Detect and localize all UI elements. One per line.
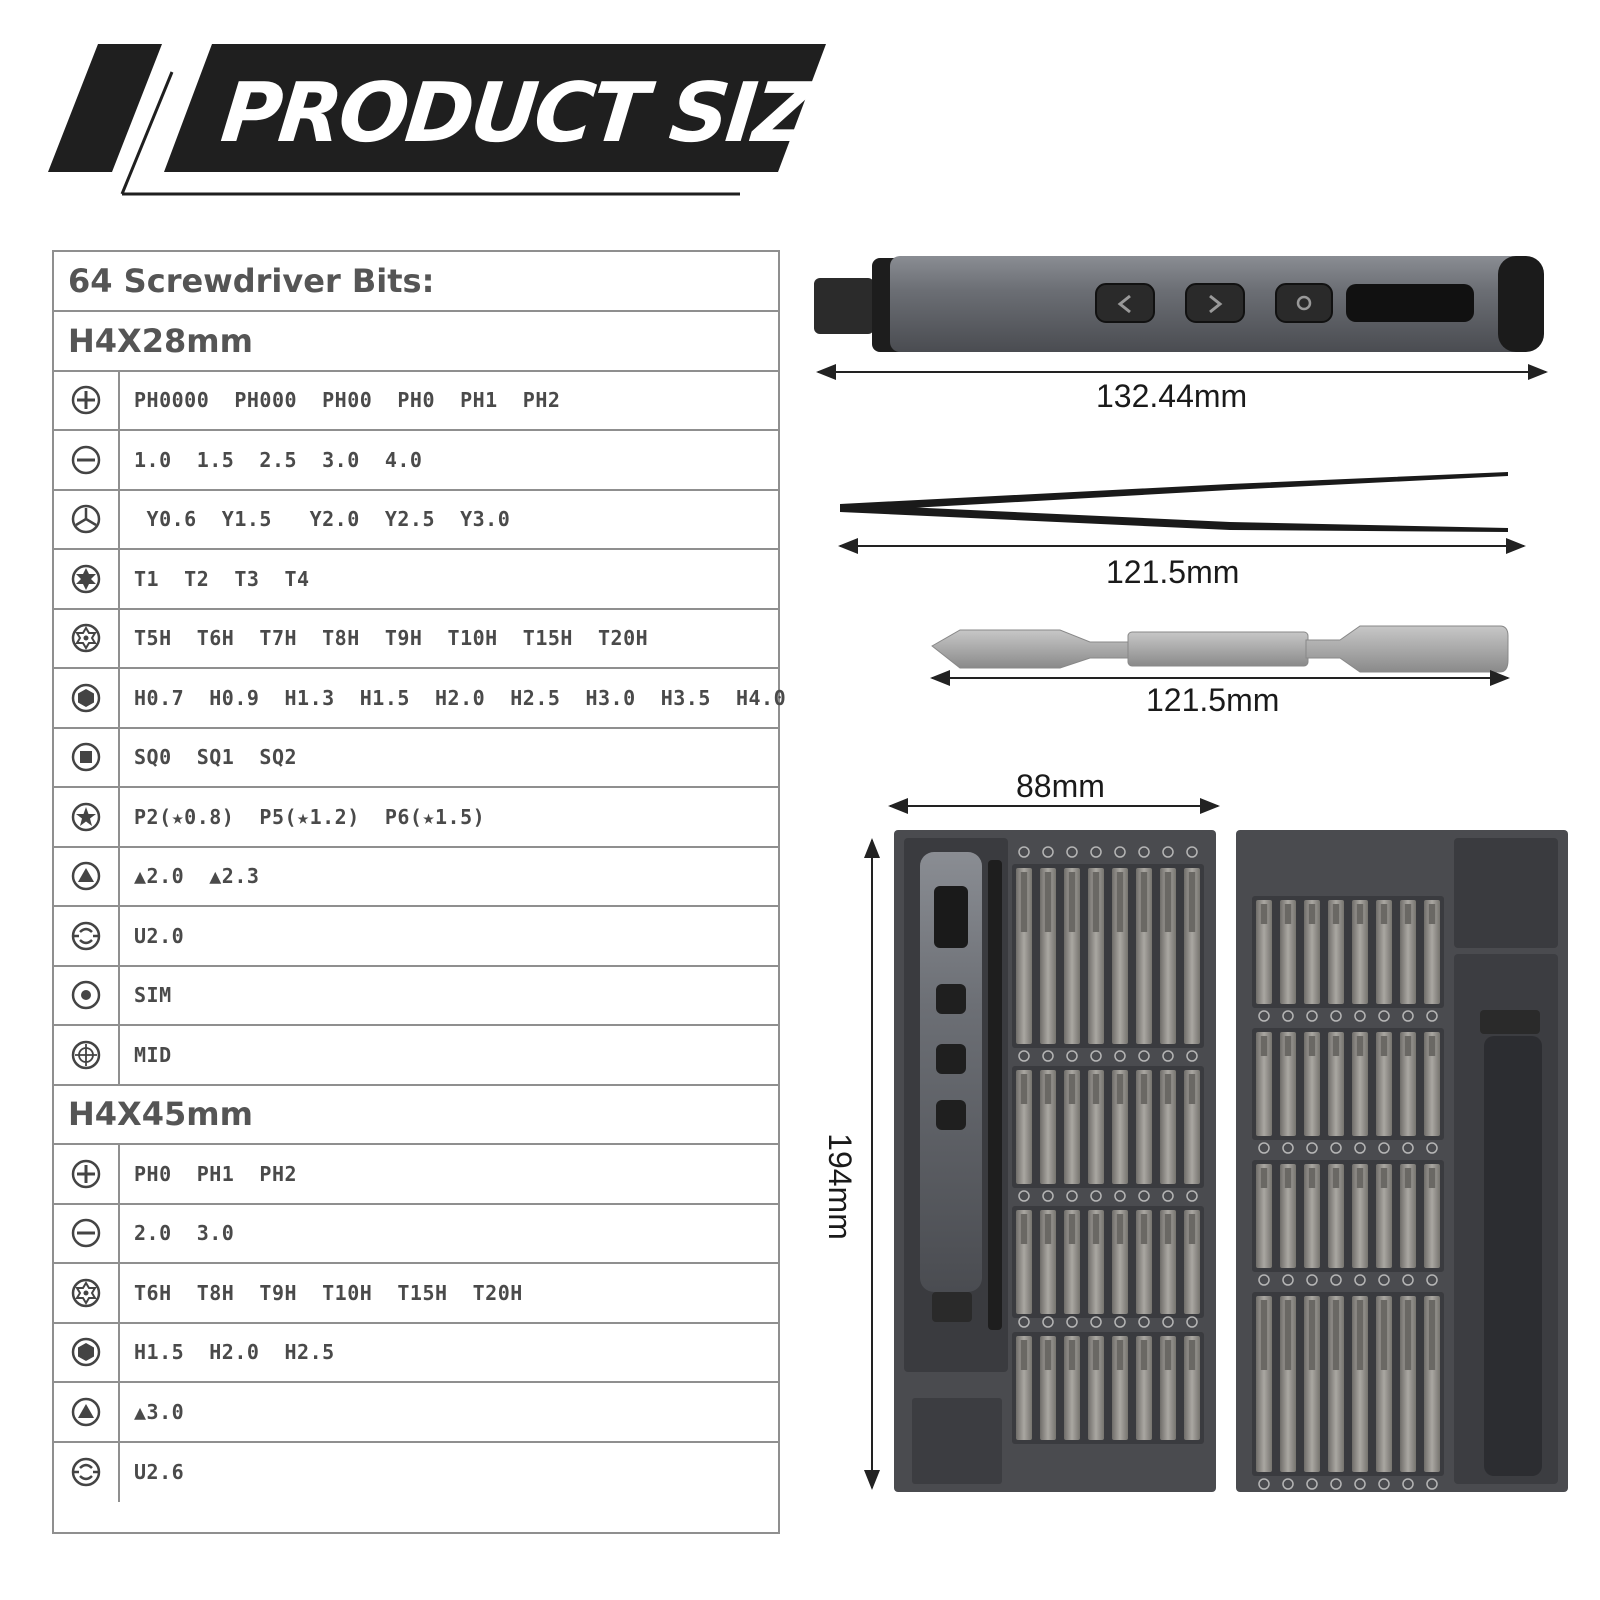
bit-tip (1021, 1340, 1027, 1370)
bit-tip (1189, 872, 1195, 932)
screwdriver-bit (1088, 868, 1104, 1044)
bit-sizes: 2.0 3.0 (134, 1221, 235, 1246)
screwdriver-bit (1376, 1296, 1392, 1472)
slot-marker (1283, 1011, 1293, 1021)
screwdriver-bit (1328, 900, 1344, 1004)
screwdriver-bit (1064, 1070, 1080, 1184)
screwdriver-bit (1352, 1164, 1368, 1268)
table-row (54, 1026, 778, 1086)
bit-tip (1429, 1168, 1435, 1188)
bit-sizes: ▲3.0 (134, 1399, 185, 1424)
screwdriver-bit (1160, 868, 1176, 1044)
table-heading (54, 252, 778, 312)
screwdriver-bit (1040, 1070, 1056, 1184)
section-heading (54, 1086, 778, 1146)
screwdriver-bit (1256, 900, 1272, 1004)
screwdriver-bit (1280, 900, 1296, 1004)
slot-marker (1355, 1011, 1365, 1021)
bit-sizes: PH0 PH1 PH2 (134, 1161, 298, 1186)
bit-tray (1012, 1332, 1204, 1444)
bit-sizes: MID (134, 1042, 172, 1067)
bit-tip (1309, 1300, 1315, 1370)
bit-tip (1117, 1074, 1123, 1104)
bit-tip (1405, 1300, 1411, 1370)
square-icon (54, 729, 120, 787)
screwdriver-length-label: 132.44mm (1096, 378, 1248, 414)
hex-icon (54, 669, 120, 727)
bit-tip (1165, 1340, 1171, 1370)
bit-tip (1381, 1300, 1387, 1370)
slot-marker (1019, 1317, 1029, 1327)
slot-marker (1379, 1143, 1389, 1153)
bit-tip (1381, 1168, 1387, 1188)
bit-sizes: 1.0 1.5 2.5 3.0 4.0 (134, 447, 423, 472)
table-row (54, 669, 787, 729)
slot-marker (1115, 1051, 1125, 1061)
bit-sizes: U2.0 (134, 923, 185, 948)
bit-tip (1261, 1168, 1267, 1188)
bit-tip (1069, 1214, 1075, 1244)
bit-tip (1429, 1036, 1435, 1056)
screwdriver-bit (1328, 1296, 1344, 1472)
slot-marker (1355, 1143, 1365, 1153)
screwdriver-bit (1376, 1032, 1392, 1136)
bit-tip (1381, 1036, 1387, 1056)
slot-marker (1019, 1051, 1029, 1061)
table-row (54, 967, 778, 1027)
slot-marker (1187, 1051, 1197, 1061)
slot-marker (1307, 1143, 1317, 1153)
slot-marker (1139, 1317, 1149, 1327)
spudger-length-label: 121.5mm (1146, 682, 1280, 718)
tri-wing-icon (54, 491, 120, 549)
table-row (54, 491, 778, 551)
triangle-icon (54, 1383, 120, 1441)
screwdriver-bit (1040, 868, 1056, 1044)
screwdriver-bit (1400, 1032, 1416, 1136)
screwdriver-bit (1088, 1070, 1104, 1184)
screwdriver-bit (1136, 1336, 1152, 1440)
bit-tip (1333, 904, 1339, 924)
slot-marker (1331, 1143, 1341, 1153)
left-case-bits (1012, 847, 1204, 1444)
bit-tip (1333, 1168, 1339, 1188)
bit-tip (1141, 872, 1147, 932)
slot-marker (1163, 1317, 1173, 1327)
screwdriver-bit (1424, 1296, 1440, 1472)
screwdriver-bit (1376, 1164, 1392, 1268)
slot-marker (1307, 1479, 1317, 1489)
screwdriver-bit (1400, 900, 1416, 1004)
screwdriver-bit (1016, 1070, 1032, 1184)
bit-tip (1285, 1300, 1291, 1370)
table-row (54, 788, 778, 848)
bit-tip (1285, 1168, 1291, 1188)
slot-marker (1115, 1317, 1125, 1327)
tweezers-length-label: 121.5mm (1106, 554, 1240, 590)
bit-tip (1069, 1074, 1075, 1104)
slot-marker (1331, 1275, 1341, 1285)
phillips-icon (54, 1145, 120, 1203)
slot-marker (1259, 1143, 1269, 1153)
slot-marker (1067, 1317, 1077, 1327)
bit-tip (1069, 1340, 1075, 1370)
bit-tip (1357, 1036, 1363, 1056)
screwdriver-bit (1256, 1164, 1272, 1268)
bit-tip (1429, 1300, 1435, 1370)
bit-tip (1165, 872, 1171, 932)
slot-marker (1259, 1275, 1269, 1285)
bit-tip (1117, 1340, 1123, 1370)
screwdriver-bit (1352, 900, 1368, 1004)
phillips-icon (54, 372, 120, 430)
screwdriver-bit (1304, 1164, 1320, 1268)
bit-tip (1141, 1340, 1147, 1370)
screwdriver-bit (1304, 1296, 1320, 1472)
bit-sizes: SIM (134, 983, 172, 1008)
slot-marker (1163, 847, 1173, 857)
slot-marker (1187, 1191, 1197, 1201)
bit-tip (1357, 1168, 1363, 1188)
slot-marker (1163, 1191, 1173, 1201)
screwdriver-bit (1400, 1164, 1416, 1268)
screwdriver-bit (1016, 1336, 1032, 1440)
slot-marker (1139, 1191, 1149, 1201)
bit-tray (1012, 864, 1204, 1048)
screwdriver-bit (1112, 1336, 1128, 1440)
screwdriver-bit (1112, 868, 1128, 1044)
table-heading-text: 64 Screwdriver Bits: (68, 262, 435, 300)
bit-sizes: P2(★0.8) P5(★1.2) P6(★1.5) (134, 804, 486, 829)
slot-marker (1091, 1317, 1101, 1327)
slot-marker (1379, 1011, 1389, 1021)
u-shape-icon (54, 1443, 120, 1503)
screwdriver-bit (1328, 1032, 1344, 1136)
slot-marker (1067, 847, 1077, 857)
bit-tip (1021, 872, 1027, 932)
slot-marker (1283, 1275, 1293, 1285)
bit-tip (1261, 1036, 1267, 1056)
screwdriver-bit (1064, 868, 1080, 1044)
screwdriver-bit (1328, 1164, 1344, 1268)
table-row (54, 431, 778, 491)
screwdriver-bit (1352, 1032, 1368, 1136)
slotted-icon (54, 431, 120, 489)
slot-marker (1163, 1051, 1173, 1061)
slot-marker (1019, 847, 1029, 857)
screwdriver-bit (1256, 1032, 1272, 1136)
electric-screwdriver (814, 256, 1544, 352)
bit-sizes: T5H T6H T7H T8H T9H T10H T15H T20H (134, 626, 649, 651)
table-row (54, 550, 778, 610)
bit-tip (1045, 872, 1051, 932)
slot-marker (1331, 1479, 1341, 1489)
storage-case-left (894, 830, 1216, 1492)
slot-marker (1139, 847, 1149, 857)
screwdriver-bit (1112, 1210, 1128, 1314)
slot-marker (1043, 1191, 1053, 1201)
u-shape-icon (54, 907, 120, 965)
slot-marker (1331, 1011, 1341, 1021)
bit-tip (1309, 1168, 1315, 1188)
bit-sizes: ▲2.0 ▲2.3 (134, 864, 260, 889)
screwdriver-bit (1136, 1210, 1152, 1314)
security-torx-icon (54, 1264, 120, 1322)
slot-marker (1379, 1479, 1389, 1489)
screwdriver-bit (1136, 868, 1152, 1044)
slot-marker (1355, 1479, 1365, 1489)
bit-tray (1252, 1292, 1444, 1476)
torx-icon (54, 550, 120, 608)
slot-marker (1139, 1051, 1149, 1061)
bit-tip (1261, 904, 1267, 924)
table-row (54, 1205, 778, 1265)
bit-tip (1381, 904, 1387, 924)
bit-tray (1252, 896, 1444, 1008)
pentalobe-icon (54, 788, 120, 846)
bit-tip (1309, 1036, 1315, 1056)
bit-tray (1252, 1028, 1444, 1140)
table-row (54, 907, 778, 967)
slot-marker (1019, 1191, 1029, 1201)
case-width-label: 88mm (1016, 768, 1105, 804)
screwdriver-bit (1088, 1210, 1104, 1314)
bit-tip (1261, 1300, 1267, 1370)
screwdriver-bit (1184, 1070, 1200, 1184)
screwdriver-bit (1280, 1164, 1296, 1268)
slot-marker (1259, 1011, 1269, 1021)
slot-marker (1091, 1191, 1101, 1201)
screwdriver-bit (1040, 1336, 1056, 1440)
bit-tip (1093, 1074, 1099, 1104)
section-heading-text: H4X28mm (68, 321, 253, 360)
screwdriver-bit (1112, 1070, 1128, 1184)
page-title: PRODUCT SIZE (217, 66, 869, 161)
bit-tip (1429, 904, 1435, 924)
slot-marker (1427, 1479, 1437, 1489)
slot-marker (1403, 1143, 1413, 1153)
screwdriver-bit (1160, 1336, 1176, 1440)
slot-marker (1187, 847, 1197, 857)
slot-marker (1427, 1011, 1437, 1021)
slot-marker (1283, 1479, 1293, 1489)
slot-marker (1043, 1051, 1053, 1061)
slot-marker (1427, 1143, 1437, 1153)
table-row (54, 1324, 778, 1384)
header-banner (0, 0, 1600, 240)
slot-marker (1067, 1191, 1077, 1201)
bit-tip (1405, 1168, 1411, 1188)
bit-sizes: U2.6 (134, 1460, 185, 1485)
bit-tip (1165, 1074, 1171, 1104)
bit-tip (1045, 1074, 1051, 1104)
bit-tip (1093, 1340, 1099, 1370)
screwdriver-bit (1064, 1210, 1080, 1314)
security-torx-icon (54, 610, 120, 668)
bit-tip (1093, 1214, 1099, 1244)
slot-marker (1115, 847, 1125, 857)
bit-sizes: H0.7 H0.9 H1.3 H1.5 H2.0 H2.5 H3.0 H3.5 H4.0 (134, 685, 787, 710)
bit-tray (1252, 1160, 1444, 1272)
bit-tip (1309, 904, 1315, 924)
slot-marker (1355, 1275, 1365, 1285)
bit-tip (1045, 1214, 1051, 1244)
hex-icon (54, 1324, 120, 1382)
bit-tip (1285, 904, 1291, 924)
bit-tip (1357, 904, 1363, 924)
tweezers (840, 472, 1508, 532)
screwdriver-bit (1016, 1210, 1032, 1314)
bit-tip (1405, 1036, 1411, 1056)
bit-sizes: T6H T8H T9H T10H T15H T20H (134, 1280, 523, 1305)
spudger (932, 626, 1508, 672)
slot-marker (1379, 1275, 1389, 1285)
screwdriver-bit (1376, 900, 1392, 1004)
bit-tip (1189, 1340, 1195, 1370)
screwdriver-bit (1184, 868, 1200, 1044)
bit-sizes: T1 T2 T3 T4 (134, 566, 310, 591)
bit-tip (1189, 1074, 1195, 1104)
slot-marker (1115, 1191, 1125, 1201)
slot-marker (1403, 1011, 1413, 1021)
slotted-icon (54, 1205, 120, 1263)
screwdriver-bit (1424, 900, 1440, 1004)
screwdriver-bit (1064, 1336, 1080, 1440)
mid-icon (54, 1026, 120, 1084)
bit-tip (1069, 872, 1075, 932)
bit-sizes: PH0000 PH000 PH00 PH0 PH1 PH2 (134, 388, 561, 413)
table-row (54, 1443, 778, 1503)
screwdriver-bit (1136, 1070, 1152, 1184)
bit-sizes: Y0.6 Y1.5 Y2.0 Y2.5 Y3.0 (134, 507, 511, 532)
table-row (54, 848, 778, 908)
sim-icon (54, 967, 120, 1025)
storage-case-right (1236, 830, 1568, 1492)
table-row (54, 1145, 778, 1205)
screwdriver-bit (1184, 1210, 1200, 1314)
screwdriver-bit (1352, 1296, 1368, 1472)
table-row (54, 1264, 778, 1324)
slot-marker (1091, 847, 1101, 857)
table-row (54, 372, 778, 432)
slot-marker (1403, 1479, 1413, 1489)
section-heading (54, 312, 778, 372)
slot-marker (1307, 1275, 1317, 1285)
slot-marker (1043, 847, 1053, 857)
screwdriver-bit (1016, 868, 1032, 1044)
bit-tip (1189, 1214, 1195, 1244)
bit-tip (1093, 872, 1099, 932)
bit-sizes: SQ0 SQ1 SQ2 (134, 745, 298, 770)
bit-tip (1285, 1036, 1291, 1056)
bit-tip (1021, 1214, 1027, 1244)
bit-tip (1045, 1340, 1051, 1370)
bit-tip (1357, 1300, 1363, 1370)
bit-tip (1117, 872, 1123, 932)
screwdriver-bit (1160, 1210, 1176, 1314)
case-height-label: 194mm (821, 1133, 858, 1240)
bit-tray (1012, 1066, 1204, 1188)
bit-tip (1333, 1300, 1339, 1370)
screwdriver-bit (1304, 900, 1320, 1004)
slot-marker (1283, 1143, 1293, 1153)
section-heading-text: H4X45mm (68, 1095, 253, 1134)
slot-marker (1067, 1051, 1077, 1061)
bit-tip (1141, 1214, 1147, 1244)
bit-tip (1405, 904, 1411, 924)
screwdriver-bit (1280, 1032, 1296, 1136)
screwdriver-bit (1424, 1164, 1440, 1268)
bit-tip (1333, 1036, 1339, 1056)
screwdriver-bit (1160, 1070, 1176, 1184)
bit-tip (1165, 1214, 1171, 1244)
screwdriver-bit (1280, 1296, 1296, 1472)
bit-tip (1141, 1074, 1147, 1104)
screwdriver-bit (1256, 1296, 1272, 1472)
right-case-bits (1252, 896, 1444, 1489)
bit-sizes: H1.5 H2.0 H2.5 (134, 1340, 335, 1365)
slot-marker (1259, 1479, 1269, 1489)
screwdriver-bit (1400, 1296, 1416, 1472)
table-row (54, 1383, 778, 1443)
table-row (54, 729, 778, 789)
table-row (54, 610, 778, 670)
bit-tray (1012, 1206, 1204, 1318)
screwdriver-bit (1304, 1032, 1320, 1136)
slot-marker (1187, 1317, 1197, 1327)
slot-marker (1091, 1051, 1101, 1061)
screwdriver-bit (1184, 1336, 1200, 1440)
triangle-icon (54, 848, 120, 906)
screwdriver-bit (1088, 1336, 1104, 1440)
screwdriver-bit (1424, 1032, 1440, 1136)
bit-tip (1021, 1074, 1027, 1104)
slot-marker (1427, 1275, 1437, 1285)
slot-marker (1403, 1275, 1413, 1285)
screwdriver-bit (1040, 1210, 1056, 1314)
bit-tip (1117, 1214, 1123, 1244)
bits-spec-table (52, 250, 787, 1534)
slot-marker (1043, 1317, 1053, 1327)
slot-marker (1307, 1011, 1317, 1021)
